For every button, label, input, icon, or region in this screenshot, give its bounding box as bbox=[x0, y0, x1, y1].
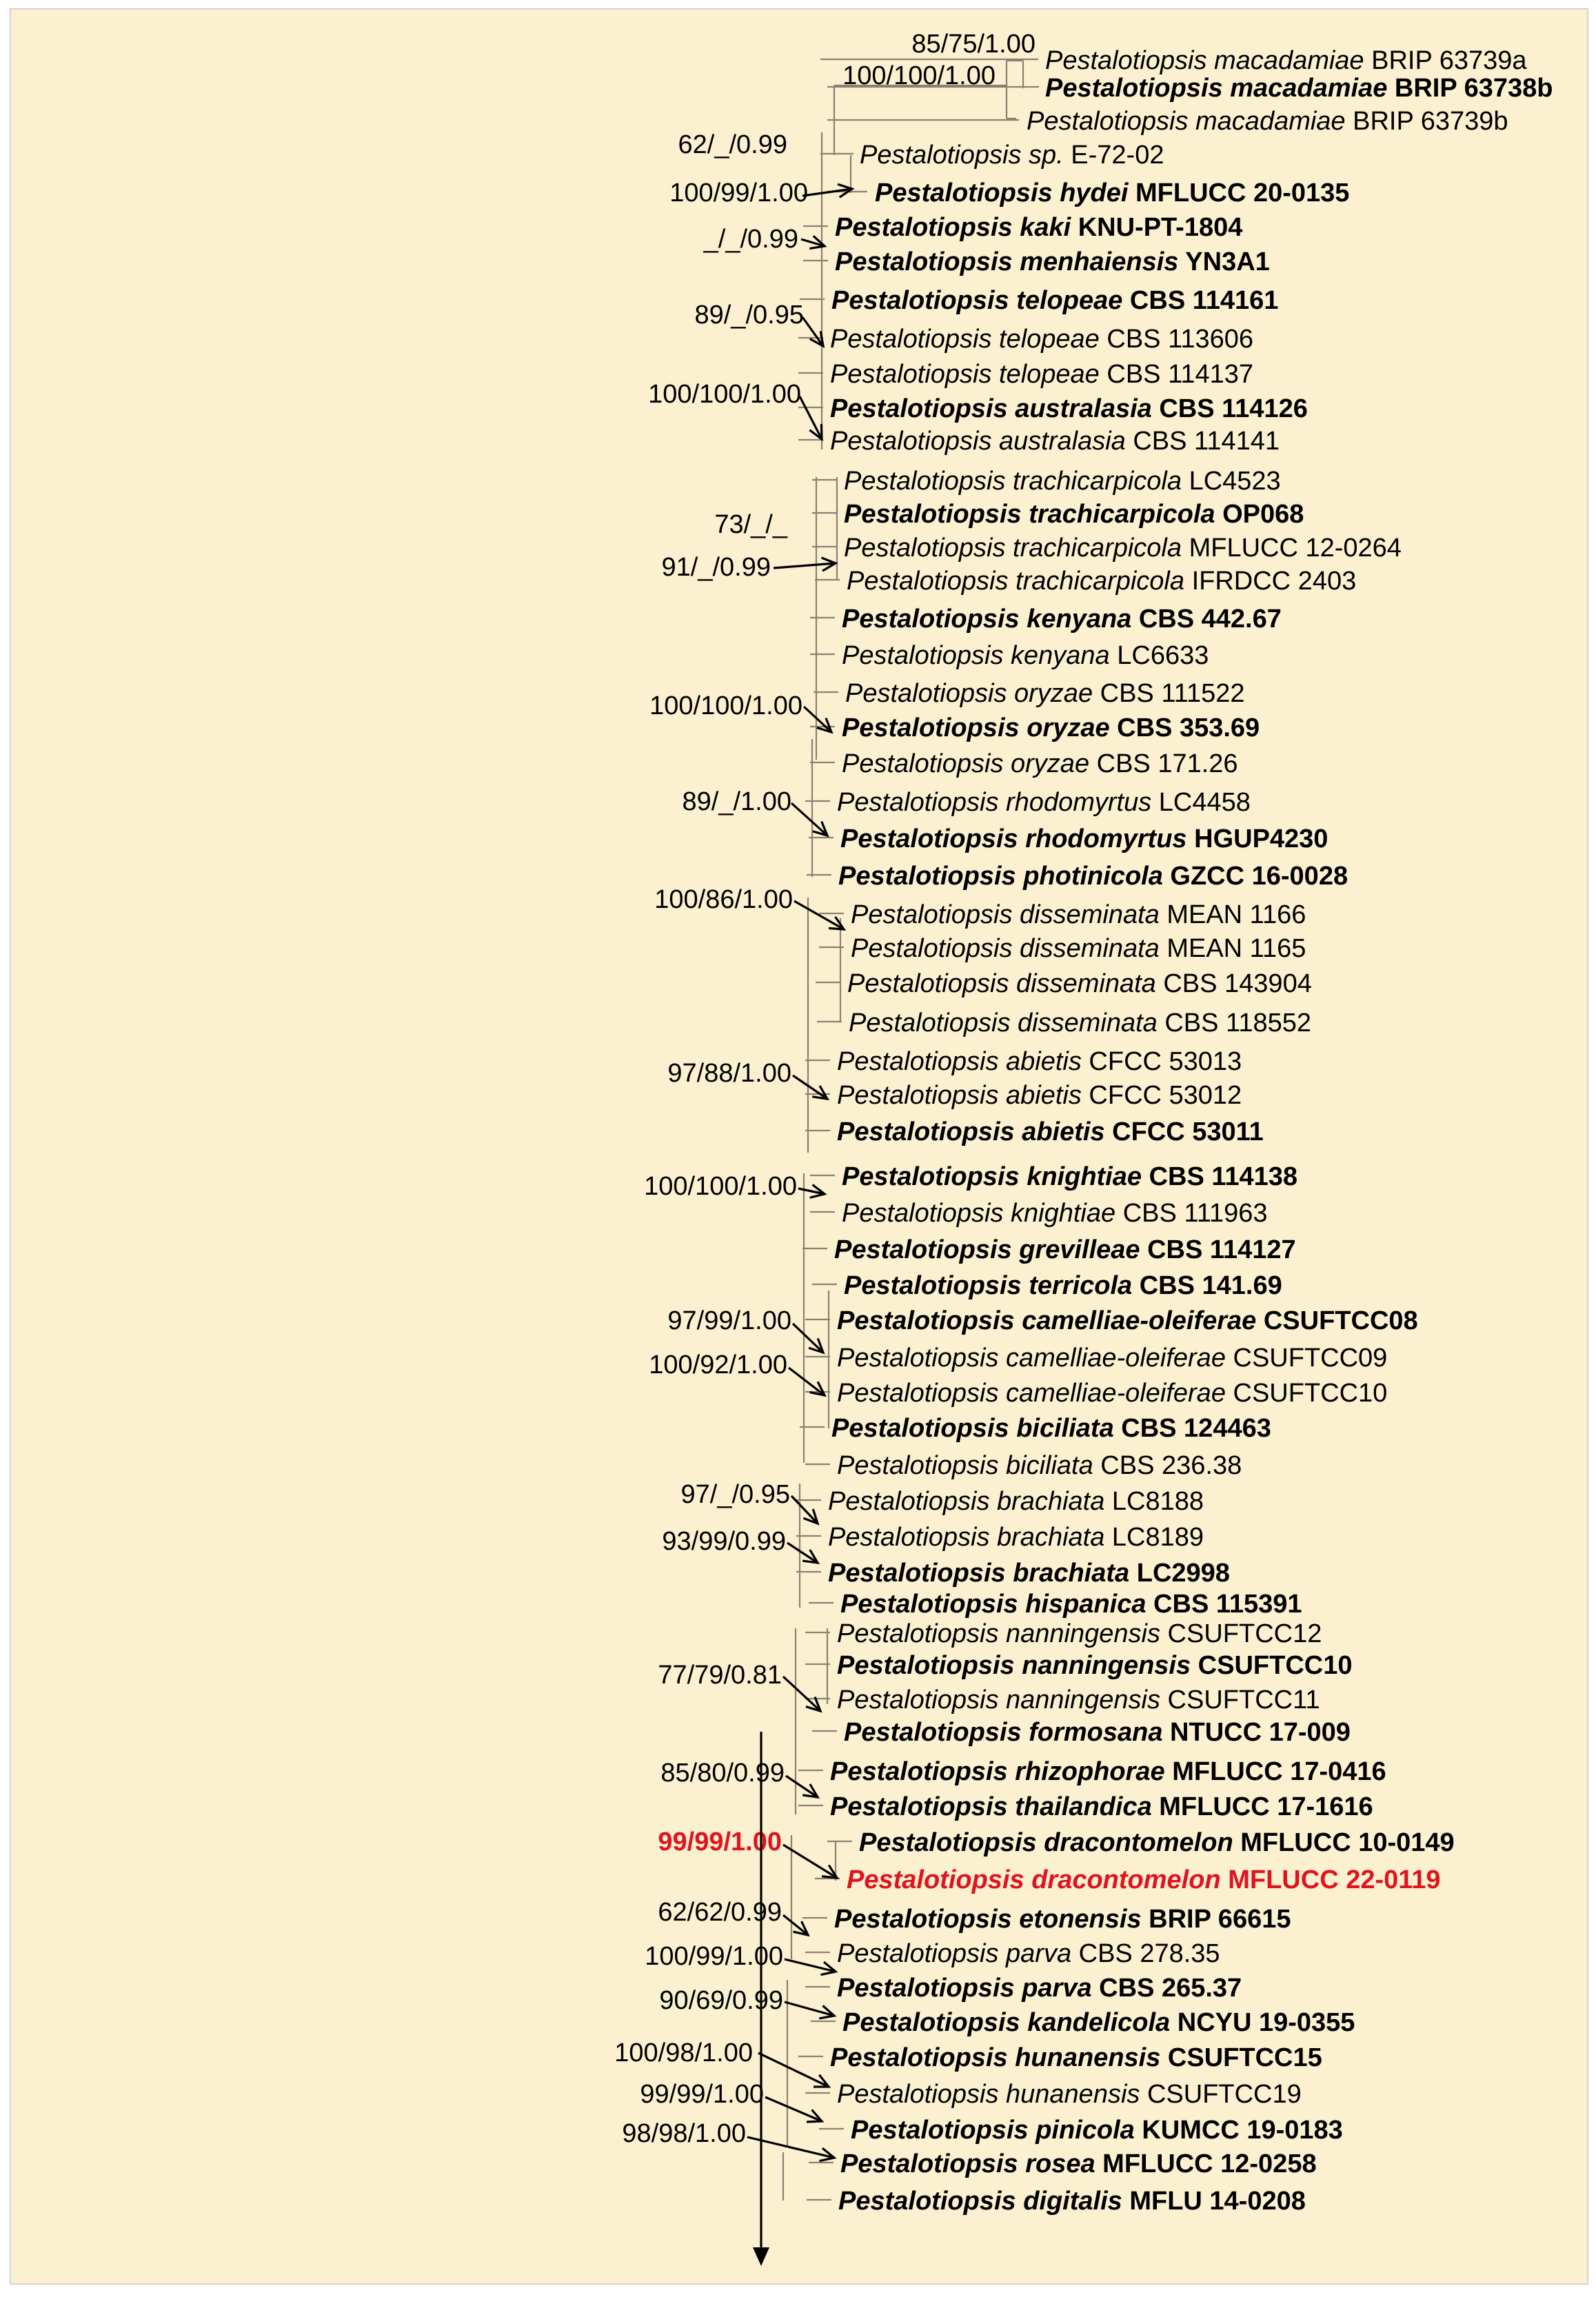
taxon-strain: KNU-PT-1804 bbox=[1071, 213, 1243, 242]
taxon-epithet: hunanensis bbox=[1015, 2043, 1161, 2072]
taxon-label bbox=[837, 1306, 1418, 1335]
taxon-strain: CBS 114127 bbox=[1140, 1235, 1296, 1264]
panel-background bbox=[10, 8, 1588, 2285]
taxon-label bbox=[837, 1344, 1387, 1373]
taxon-epithet: terricola bbox=[1029, 1271, 1133, 1300]
taxon-genus: Pestalotiopsis bbox=[837, 788, 1007, 817]
taxon-epithet: hydei bbox=[1060, 179, 1129, 208]
taxon-label bbox=[875, 179, 1349, 208]
taxon-genus: Pestalotiopsis bbox=[837, 1117, 1022, 1146]
taxon-epithet: oryzae bbox=[1011, 749, 1090, 778]
taxon-epithet: dracontomelon bbox=[1044, 1828, 1233, 1857]
taxon-strain: MFLUCC 17-1616 bbox=[1151, 1792, 1373, 1821]
taxon-strain: CBS 236.38 bbox=[1093, 1451, 1242, 1480]
taxon-genus: Pestalotiopsis bbox=[838, 2187, 1024, 2216]
support-value: 89/_/1.00 bbox=[682, 787, 791, 816]
taxon-label bbox=[831, 286, 1278, 315]
taxon-genus: Pestalotiopsis bbox=[837, 1344, 1007, 1373]
taxon-epithet: knightiae bbox=[1011, 1199, 1116, 1228]
taxon-epithet: trachicarpicola bbox=[1029, 500, 1215, 529]
taxon-label bbox=[830, 360, 1253, 389]
taxon-label bbox=[847, 567, 1356, 596]
taxon-genus: Pestalotiopsis bbox=[851, 2116, 1036, 2145]
taxon-label bbox=[828, 1487, 1204, 1516]
taxon-genus: Pestalotiopsis bbox=[842, 714, 1027, 742]
taxon-epithet: knightiae bbox=[1027, 1162, 1142, 1191]
taxon-epithet: abietis bbox=[1006, 1081, 1082, 1110]
taxon-genus: Pestalotiopsis bbox=[840, 824, 1026, 853]
taxon-genus: Pestalotiopsis bbox=[849, 1009, 1018, 1038]
taxon-epithet: nanningensis bbox=[1006, 1619, 1160, 1648]
support-value: 98/98/1.00 bbox=[622, 2119, 746, 2148]
taxon-strain: OP068 bbox=[1215, 500, 1304, 529]
taxon-label bbox=[830, 427, 1280, 456]
taxon-genus: Pestalotiopsis bbox=[830, 1757, 1016, 1786]
tree-panel bbox=[10, 8, 1588, 2285]
taxon-genus: Pestalotiopsis bbox=[842, 2008, 1028, 2037]
taxon-strain: LC6633 bbox=[1109, 641, 1209, 670]
taxon-genus: Pestalotiopsis bbox=[840, 2149, 1026, 2178]
taxon-label bbox=[835, 213, 1242, 242]
support-value: 73/_/_ bbox=[714, 510, 787, 539]
taxon-strain: MFLUCC 12-0258 bbox=[1095, 2149, 1317, 2178]
taxon-genus: Pestalotiopsis bbox=[860, 141, 1029, 170]
taxon-strain: CBS 114141 bbox=[1125, 427, 1280, 456]
taxon-strain: CFCC 53012 bbox=[1081, 1081, 1242, 1110]
taxon-epithet: macadamiae bbox=[1214, 46, 1364, 75]
taxon-label bbox=[837, 788, 1251, 817]
support-value: 100/100/1.00 bbox=[644, 1172, 797, 1201]
taxon-genus: Pestalotiopsis bbox=[837, 1379, 1007, 1408]
taxon-label-new-isolate bbox=[847, 1865, 1441, 1894]
taxon-genus: Pestalotiopsis bbox=[837, 1974, 1022, 2003]
taxon-label bbox=[842, 1199, 1268, 1228]
taxon-genus: Pestalotiopsis bbox=[828, 1559, 1013, 1588]
taxon-strain: CBS 111522 bbox=[1093, 679, 1245, 708]
support-value: 77/79/0.81 bbox=[658, 1661, 782, 1690]
taxon-genus: Pestalotiopsis bbox=[851, 900, 1020, 929]
taxon-label bbox=[837, 1651, 1353, 1680]
taxon-genus: Pestalotiopsis bbox=[842, 641, 1011, 670]
taxon-strain: MFLU 14-0208 bbox=[1122, 2187, 1306, 2216]
taxon-genus: Pestalotiopsis bbox=[842, 1199, 1011, 1228]
taxon-strain: CSUFTCC09 bbox=[1225, 1344, 1388, 1373]
taxon-genus: Pestalotiopsis bbox=[844, 467, 1013, 496]
taxon-strain: YN3A1 bbox=[1178, 247, 1270, 276]
taxon-strain: CBS 265.37 bbox=[1091, 1974, 1242, 2003]
support-value: 97/99/1.00 bbox=[667, 1306, 791, 1335]
taxon-label bbox=[834, 1235, 1296, 1264]
taxon-label bbox=[860, 141, 1164, 170]
taxon-strain: CBS 111963 bbox=[1115, 1199, 1268, 1228]
taxon-epithet: rhodomyrtus bbox=[1025, 824, 1187, 853]
taxon-epithet: thailandica bbox=[1015, 1792, 1152, 1821]
taxon-strain: CSUFTCC15 bbox=[1160, 2043, 1322, 2072]
taxon-label bbox=[842, 641, 1209, 670]
taxon-epithet: etonensis bbox=[1019, 1905, 1142, 1934]
taxon-strain: LC2998 bbox=[1129, 1559, 1230, 1588]
taxon-epithet: australasia bbox=[1015, 394, 1152, 423]
taxon-label bbox=[837, 1686, 1320, 1714]
taxon-genus: Pestalotiopsis bbox=[837, 2080, 1007, 2109]
taxon-label bbox=[837, 1047, 1242, 1076]
taxon-epithet: macadamiae bbox=[1195, 107, 1346, 136]
taxon-strain: BRIP 66615 bbox=[1141, 1905, 1291, 1934]
phylogenetic-tree bbox=[10, 8, 1588, 2285]
taxon-label bbox=[1027, 107, 1508, 136]
taxon-genus: Pestalotiopsis bbox=[834, 1905, 1020, 1934]
taxon-label bbox=[849, 1009, 1311, 1038]
taxon-strain: CBS 114138 bbox=[1142, 1162, 1298, 1191]
taxon-genus: Pestalotiopsis bbox=[845, 679, 1015, 708]
taxon-epithet: oryzae bbox=[1027, 714, 1110, 742]
taxon-genus: Pestalotiopsis bbox=[859, 1828, 1044, 1857]
taxon-genus: Pestalotiopsis bbox=[1045, 74, 1231, 103]
taxon-strain: MFLUCC 22-0119 bbox=[1220, 1865, 1441, 1894]
taxon-strain: CFCC 53013 bbox=[1081, 1047, 1242, 1076]
taxon-label bbox=[838, 862, 1348, 891]
taxon-genus: Pestalotiopsis bbox=[847, 567, 1016, 596]
taxon-genus: Pestalotiopsis bbox=[842, 605, 1027, 634]
taxon-strain: CSUFTCC19 bbox=[1140, 2080, 1302, 2109]
taxon-strain: GZCC 16-0028 bbox=[1162, 862, 1348, 891]
taxon-genus: Pestalotiopsis bbox=[838, 862, 1024, 891]
taxon-strain: HGUP4230 bbox=[1186, 824, 1329, 853]
taxon-genus: Pestalotiopsis bbox=[828, 1487, 998, 1516]
taxon-genus: Pestalotiopsis bbox=[1027, 107, 1196, 136]
taxon-genus: Pestalotiopsis bbox=[875, 179, 1060, 208]
taxon-genus: Pestalotiopsis bbox=[830, 325, 1000, 354]
taxon-epithet: disseminata bbox=[1020, 934, 1160, 963]
support-value: 100/92/1.00 bbox=[649, 1350, 787, 1379]
taxon-strain: MFLUCC 12-0264 bbox=[1182, 534, 1402, 563]
taxon-label bbox=[840, 2149, 1317, 2178]
taxon-label bbox=[830, 1792, 1373, 1821]
support-value: 100/100/1.00 bbox=[842, 61, 996, 90]
taxon-label bbox=[830, 2043, 1322, 2072]
taxon-genus: Pestalotiopsis bbox=[830, 2043, 1016, 2072]
taxon-label bbox=[837, 2080, 1302, 2109]
taxon-label bbox=[831, 1414, 1271, 1443]
taxon-epithet: sp. bbox=[1029, 141, 1064, 170]
taxon-genus: Pestalotiopsis bbox=[844, 500, 1029, 529]
taxon-epithet: telopeae bbox=[999, 360, 1100, 389]
taxon-strain: LC8188 bbox=[1104, 1487, 1204, 1516]
taxon-epithet: nanningensis bbox=[1006, 1686, 1160, 1714]
taxon-epithet: kaki bbox=[1020, 213, 1071, 242]
support-value: _/_/0.99 bbox=[703, 225, 798, 254]
taxon-epithet: rhodomyrtus bbox=[1006, 788, 1152, 817]
support-value: 85/80/0.99 bbox=[660, 1759, 785, 1788]
taxon-strain: MFLUCC 17-0416 bbox=[1164, 1757, 1386, 1786]
support-value: 62/_/0.99 bbox=[678, 130, 787, 159]
taxon-strain: IFRDCC 2403 bbox=[1184, 567, 1357, 596]
taxon-genus: Pestalotiopsis bbox=[837, 1939, 1007, 1968]
taxon-strain: CBS 442.67 bbox=[1131, 605, 1282, 634]
taxon-epithet: photinicola bbox=[1023, 862, 1163, 891]
taxon-genus: Pestalotiopsis bbox=[831, 1414, 1017, 1443]
support-value: 100/99/1.00 bbox=[669, 179, 808, 208]
taxon-epithet: camelliae-oleiferae bbox=[1006, 1344, 1226, 1373]
taxon-strain: CBS 114137 bbox=[1099, 360, 1254, 389]
taxon-epithet: camelliae-oleiferae bbox=[1006, 1379, 1226, 1408]
taxon-genus: Pestalotiopsis bbox=[837, 1306, 1022, 1335]
taxon-label bbox=[851, 2116, 1343, 2145]
taxon-epithet: brachiata bbox=[997, 1523, 1105, 1552]
taxon-genus: Pestalotiopsis bbox=[842, 1162, 1027, 1191]
taxon-strain: CBS 113606 bbox=[1099, 325, 1254, 354]
taxon-epithet: australasia bbox=[999, 427, 1126, 456]
taxon-label bbox=[842, 2008, 1355, 2037]
taxon-label bbox=[844, 467, 1281, 496]
taxon-epithet: disseminata bbox=[1018, 1009, 1158, 1038]
taxon-strain: CBS 115391 bbox=[1146, 1590, 1302, 1619]
taxon-strain: LC4458 bbox=[1151, 788, 1251, 817]
taxon-strain: BRIP 63738b bbox=[1387, 74, 1553, 103]
taxon-epithet: kenyana bbox=[1011, 641, 1110, 670]
taxon-strain: NTUCC 17-009 bbox=[1162, 1718, 1351, 1747]
taxon-epithet: camelliae-oleiferae bbox=[1022, 1306, 1257, 1335]
taxon-epithet: hispanica bbox=[1025, 1590, 1147, 1619]
support-value: 99/99/1.00 bbox=[640, 2080, 764, 2109]
taxon-strain: CSUFTCC12 bbox=[1160, 1619, 1322, 1648]
taxon-strain: CBS 118552 bbox=[1157, 1009, 1312, 1038]
taxon-epithet: kandelicola bbox=[1027, 2008, 1171, 2037]
taxon-genus: Pestalotiopsis bbox=[1045, 46, 1215, 75]
taxon-label bbox=[844, 500, 1304, 529]
taxon-genus: Pestalotiopsis bbox=[844, 1718, 1029, 1747]
support-value: 93/99/0.99 bbox=[662, 1527, 786, 1556]
taxon-epithet: pinicola bbox=[1036, 2116, 1135, 2145]
taxon-label bbox=[859, 1828, 1455, 1857]
support-value: 89/_/0.95 bbox=[694, 301, 804, 330]
taxon-label bbox=[844, 534, 1402, 563]
taxon-epithet: nanningensis bbox=[1022, 1651, 1191, 1680]
taxon-epithet: trachicarpicola bbox=[1013, 534, 1182, 563]
support-value: 100/99/1.00 bbox=[645, 1942, 783, 1971]
taxon-strain: CFCC 53011 bbox=[1104, 1117, 1264, 1146]
taxon-epithet: formosana bbox=[1029, 1718, 1163, 1747]
taxon-label bbox=[842, 749, 1238, 778]
taxon-genus: Pestalotiopsis bbox=[842, 749, 1011, 778]
taxon-strain: LC8189 bbox=[1104, 1523, 1204, 1552]
taxon-label bbox=[837, 1939, 1220, 1968]
taxon-strain: CSUFTCC10 bbox=[1225, 1379, 1388, 1408]
taxon-strain: MEAN 1166 bbox=[1159, 900, 1306, 929]
taxon-genus: Pestalotiopsis bbox=[837, 1047, 1007, 1076]
taxon-label bbox=[837, 1117, 1264, 1146]
taxon-epithet: abietis bbox=[1022, 1117, 1105, 1146]
taxon-label bbox=[835, 247, 1270, 276]
taxon-epithet: parva bbox=[1006, 1939, 1072, 1968]
taxon-genus: Pestalotiopsis bbox=[835, 213, 1020, 242]
taxon-strain: CSUFTCC08 bbox=[1256, 1306, 1418, 1335]
taxon-label bbox=[851, 934, 1306, 963]
taxon-label bbox=[845, 679, 1245, 708]
taxon-epithet: rhizophorae bbox=[1015, 1757, 1165, 1786]
taxon-strain: CSUFTCC10 bbox=[1191, 1651, 1353, 1680]
taxon-strain: CBS 171.26 bbox=[1089, 749, 1238, 778]
taxon-label bbox=[842, 1162, 1297, 1191]
taxon-label bbox=[828, 1523, 1204, 1552]
taxon-epithet: dracontomelon bbox=[1031, 1865, 1221, 1894]
taxon-label bbox=[830, 1757, 1386, 1786]
taxon-genus: Pestalotiopsis bbox=[837, 1686, 1007, 1714]
taxon-epithet: oryzae bbox=[1014, 679, 1093, 708]
taxon-label bbox=[830, 325, 1253, 354]
taxon-label bbox=[830, 394, 1308, 423]
taxon-genus: Pestalotiopsis bbox=[847, 969, 1017, 998]
taxon-strain: CBS 114126 bbox=[1151, 394, 1308, 423]
taxon-label bbox=[1045, 74, 1553, 103]
support-value: 97/88/1.00 bbox=[667, 1059, 791, 1088]
taxon-genus: Pestalotiopsis bbox=[837, 1619, 1007, 1648]
support-value: 91/_/0.99 bbox=[661, 553, 771, 582]
support-value: 90/69/0.99 bbox=[659, 1986, 783, 2015]
taxon-genus: Pestalotiopsis bbox=[830, 360, 1000, 389]
taxon-strain: KUMCC 19-0183 bbox=[1134, 2116, 1343, 2145]
taxon-genus: Pestalotiopsis bbox=[828, 1523, 998, 1552]
taxon-epithet: brachiata bbox=[997, 1487, 1105, 1516]
support-value-highlighted: 99/99/1.00 bbox=[658, 1828, 782, 1856]
taxon-epithet: grevilleae bbox=[1019, 1235, 1140, 1264]
taxon-epithet: menhaiensis bbox=[1020, 247, 1179, 276]
taxon-label bbox=[842, 605, 1282, 634]
taxon-label bbox=[847, 969, 1312, 998]
taxon-label bbox=[837, 1974, 1242, 2003]
support-value: 100/100/1.00 bbox=[649, 691, 802, 720]
taxon-label bbox=[842, 714, 1260, 742]
taxon-epithet: digitalis bbox=[1023, 2187, 1122, 2216]
taxon-genus: Pestalotiopsis bbox=[834, 1235, 1020, 1264]
taxon-label bbox=[840, 824, 1328, 853]
taxon-epithet: brachiata bbox=[1013, 1559, 1130, 1588]
taxon-genus: Pestalotiopsis bbox=[835, 247, 1020, 276]
taxon-epithet: parva bbox=[1022, 1974, 1092, 2003]
taxon-strain: BRIP 63739a bbox=[1364, 46, 1527, 75]
taxon-label bbox=[828, 1559, 1230, 1588]
taxon-strain: MFLUCC 20-0135 bbox=[1128, 179, 1350, 208]
taxon-genus: Pestalotiopsis bbox=[844, 1271, 1029, 1300]
taxon-strain: MFLUCC 10-0149 bbox=[1233, 1828, 1455, 1857]
support-value: 100/100/1.00 bbox=[648, 380, 801, 409]
taxon-strain: CBS 114161 bbox=[1122, 286, 1279, 315]
taxon-epithet: trachicarpicola bbox=[1016, 567, 1185, 596]
taxon-genus: Pestalotiopsis bbox=[837, 1451, 1007, 1480]
support-value: 100/86/1.00 bbox=[654, 885, 793, 914]
taxon-strain: MEAN 1165 bbox=[1159, 934, 1306, 963]
taxon-label bbox=[1045, 46, 1527, 75]
support-value: 97/_/0.95 bbox=[680, 1480, 790, 1509]
taxon-genus: Pestalotiopsis bbox=[830, 394, 1016, 423]
taxon-epithet: trachicarpicola bbox=[1013, 467, 1182, 496]
taxon-strain: BRIP 63739b bbox=[1345, 107, 1508, 136]
taxon-genus: Pestalotiopsis bbox=[837, 1651, 1022, 1680]
taxon-epithet: biciliata bbox=[1016, 1414, 1114, 1443]
taxon-epithet: rosea bbox=[1025, 2149, 1095, 2178]
taxon-epithet: abietis bbox=[1006, 1047, 1082, 1076]
taxon-genus: Pestalotiopsis bbox=[847, 1865, 1032, 1894]
taxon-epithet: telopeae bbox=[1016, 286, 1123, 315]
taxon-label bbox=[851, 900, 1306, 929]
support-value: 85/75/1.00 bbox=[911, 30, 1036, 59]
taxon-epithet: telopeae bbox=[999, 325, 1100, 354]
taxon-label bbox=[837, 1379, 1387, 1408]
taxon-genus: Pestalotiopsis bbox=[831, 286, 1017, 315]
taxon-epithet: macadamiae bbox=[1230, 74, 1388, 103]
taxon-epithet: kenyana bbox=[1027, 605, 1132, 634]
taxon-label bbox=[837, 1451, 1242, 1480]
taxon-genus: Pestalotiopsis bbox=[830, 1792, 1016, 1821]
support-value: 100/98/1.00 bbox=[614, 2038, 753, 2067]
taxon-label bbox=[844, 1718, 1351, 1747]
taxon-strain: CBS 124463 bbox=[1113, 1414, 1271, 1443]
taxon-strain: CBS 353.69 bbox=[1109, 714, 1260, 742]
taxon-label bbox=[837, 1619, 1322, 1648]
taxon-strain: NCYU 19-0355 bbox=[1170, 2008, 1355, 2037]
taxon-strain: E-72-02 bbox=[1063, 141, 1164, 170]
taxon-label bbox=[840, 1590, 1302, 1619]
taxon-label bbox=[844, 1271, 1282, 1300]
taxon-strain: CBS 278.35 bbox=[1071, 1939, 1220, 1968]
taxon-epithet: hunanensis bbox=[1006, 2080, 1140, 2109]
taxon-strain: CBS 143904 bbox=[1155, 969, 1312, 998]
taxon-genus: Pestalotiopsis bbox=[851, 934, 1020, 963]
taxon-genus: Pestalotiopsis bbox=[837, 1081, 1007, 1110]
taxon-genus: Pestalotiopsis bbox=[840, 1590, 1026, 1619]
taxon-label bbox=[834, 1905, 1291, 1934]
taxon-epithet: biciliata bbox=[1006, 1451, 1093, 1480]
taxon-strain: CBS 141.69 bbox=[1132, 1271, 1282, 1300]
taxon-epithet: disseminata bbox=[1020, 900, 1160, 929]
taxon-strain: LC4523 bbox=[1182, 467, 1281, 496]
taxon-label bbox=[837, 1081, 1242, 1110]
support-value: 62/62/0.99 bbox=[658, 1898, 782, 1927]
taxon-epithet: disseminata bbox=[1016, 969, 1156, 998]
taxon-genus: Pestalotiopsis bbox=[830, 427, 1000, 456]
taxon-genus: Pestalotiopsis bbox=[844, 534, 1013, 563]
taxon-label bbox=[838, 2187, 1306, 2216]
taxon-strain: CSUFTCC11 bbox=[1160, 1686, 1320, 1714]
